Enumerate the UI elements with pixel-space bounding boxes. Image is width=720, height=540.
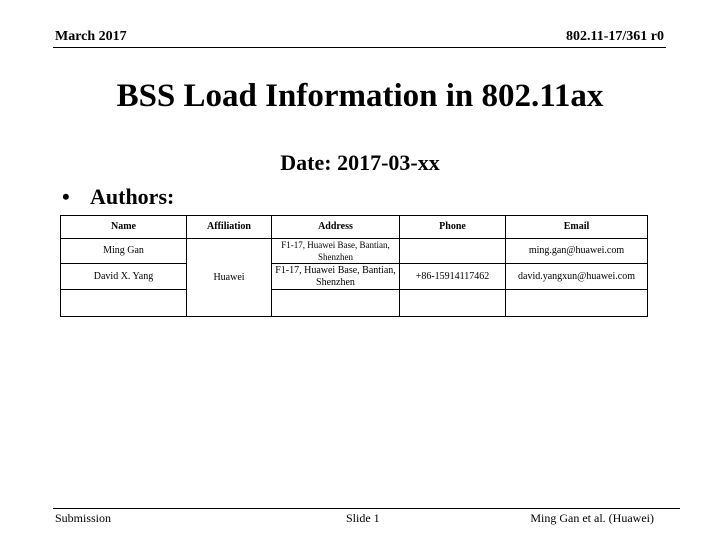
cell-address — [272, 290, 400, 317]
column-header-phone: Phone — [400, 216, 506, 239]
cell-name — [61, 290, 187, 317]
table-header-row — [61, 216, 648, 239]
cell-email: ming.gan@huawei.com — [506, 239, 648, 264]
date-line: Date: 2017-03-xx — [280, 150, 440, 175]
cell-email — [506, 290, 648, 317]
table-row — [61, 239, 648, 264]
column-header-email: Email — [506, 216, 648, 239]
cell-phone — [400, 239, 506, 264]
column-header-name: Name — [61, 216, 187, 239]
header-doc-id: 802.11-17/361 r0 — [566, 29, 664, 44]
footer-divider — [53, 508, 680, 509]
authors-label: Authors: — [90, 184, 175, 209]
column-header-address: Address — [272, 216, 400, 239]
authors-heading — [62, 184, 174, 210]
cell-address: F1-17, Huawei Base, Bantian, Shenzhen — [272, 264, 400, 290]
footer-slide-number: Slide 1 — [346, 511, 380, 525]
header-date: March 2017 — [55, 29, 127, 44]
cell-name: Ming Gan — [61, 239, 187, 264]
footer-author: Ming Gan et al. (Huawei) — [530, 511, 654, 525]
column-header-affiliation: Affiliation — [187, 216, 272, 239]
cell-email: david.yangxun@huawei.com — [506, 264, 648, 290]
table-row — [61, 264, 648, 290]
cell-name: David X. Yang — [61, 264, 187, 290]
slide-title: BSS Load Information in 802.11ax — [116, 78, 604, 114]
table-row — [61, 290, 648, 317]
authors-table — [60, 215, 648, 317]
cell-affiliation: Huawei — [187, 239, 272, 317]
cell-phone: +86-15914117462 — [400, 264, 506, 290]
bullet-icon: • — [62, 184, 70, 209]
header-divider — [53, 47, 666, 48]
footer-submission: Submission — [55, 511, 112, 525]
cell-address: F1-17, Huawei Base, Bantian, Shenzhen — [272, 239, 400, 264]
cell-phone — [400, 290, 506, 317]
